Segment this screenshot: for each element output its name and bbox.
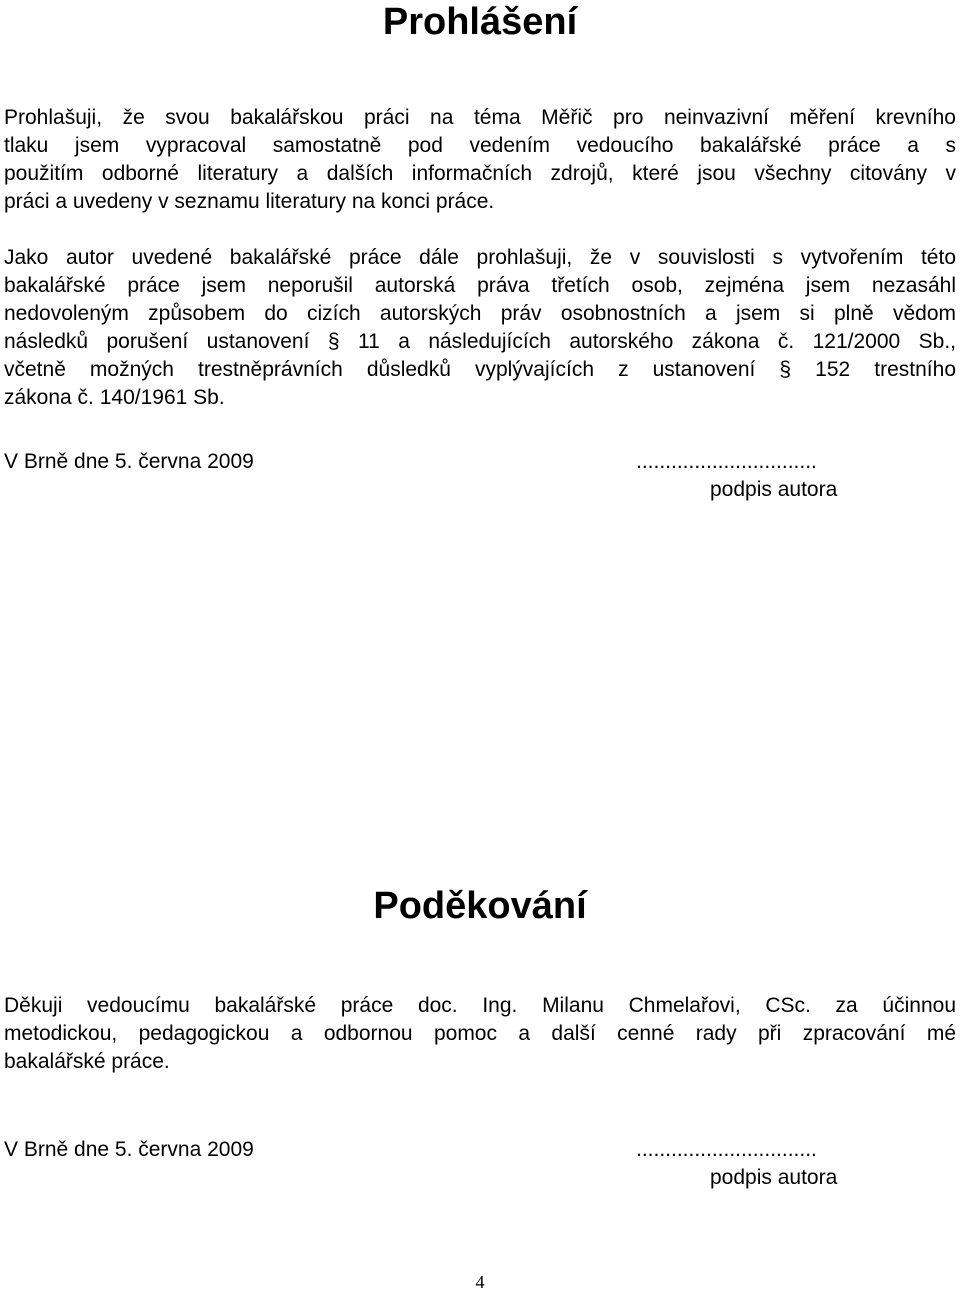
declaration-paragraph-2 bbox=[4, 244, 956, 412]
paragraph-line: práci a uvedeny v seznamu literatury na konci práce. bbox=[4, 190, 495, 213]
acknowledgement-signature-label: podpis autora bbox=[710, 1166, 838, 1189]
paragraph-line: následků porušení ustanovení § 11 a následujících autorského zákona č. 121/2000 Sb., bbox=[4, 330, 956, 353]
acknowledgement-title: Poděkování bbox=[373, 885, 587, 927]
paragraph-line: tlaku jsem vypracoval samostatně pod vedením vedoucího bakalářské práce a s bbox=[4, 134, 956, 157]
paragraph-line: Jako autor uvedené bakalářské práce dále prohlašuji, že v souvislosti s vytvořením této bbox=[4, 246, 956, 269]
paragraph-line: použitím odborné literatury a dalších informačních zdrojů, které jsou všechny citovány v bbox=[4, 162, 956, 185]
declaration-place-date: V Brně dne 5. června 2009 bbox=[4, 450, 254, 473]
paragraph-line: nedovoleným způsobem do cizích autorských práv osobnostních a jsem si plně vědom bbox=[4, 302, 956, 325]
declaration-signature-line: ............................... bbox=[636, 450, 817, 473]
paragraph-line: Děkuji vedoucímu bakalářské práce doc. Ing. Milanu Chmelařovi, CSc. za účinnou bbox=[4, 994, 956, 1017]
paragraph-line: Prohlašuji, že svou bakalářskou práci na téma Měřič pro neinvazivní měření krevního bbox=[4, 106, 956, 129]
page-number: 4 bbox=[475, 1272, 485, 1292]
acknowledgement-place-date: V Brně dne 5. června 2009 bbox=[4, 1138, 254, 1161]
paragraph-line: bakalářské práce jsem neporušil autorská práva třetích osob, zejména jsem nezasáhl bbox=[4, 274, 956, 297]
paragraph-line: zákona č. 140/1961 Sb. bbox=[4, 386, 225, 409]
acknowledgement-signature-line: ............................... bbox=[636, 1138, 817, 1161]
declaration-signature-label: podpis autora bbox=[710, 478, 838, 501]
paragraph-line: bakalářské práce. bbox=[4, 1050, 170, 1073]
acknowledgement-paragraph bbox=[4, 992, 956, 1076]
declaration-title: Prohlášení bbox=[382, 1, 578, 43]
paragraph-line: metodickou, pedagogickou a odbornou pomoc a další cenné rady při zpracování mé bbox=[4, 1022, 956, 1045]
paragraph-line: včetně možných trestněprávních důsledků vyplývajících z ustanovení § 152 trestního bbox=[4, 358, 956, 381]
declaration-paragraph-1 bbox=[4, 104, 956, 216]
